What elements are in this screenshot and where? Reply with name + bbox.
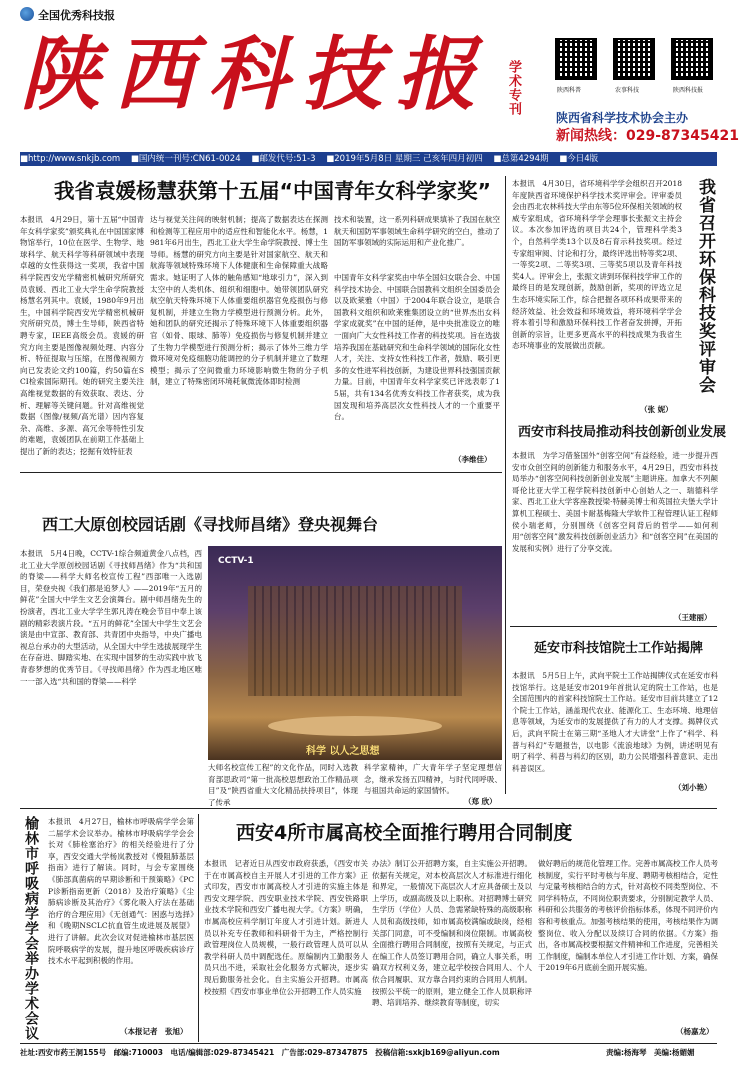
article4-byline: （郑 欣） [464,797,497,806]
article1-byline: （李维佳） [454,455,492,464]
article4-col3: 科学家精神，广大青年学子坚定理想信念，继承发扬五四精神，与时代同呼吸、与祖国共命运的家国情怀。 [364,763,502,796]
cctv-logo: CCTV-1 [218,556,254,566]
qr-code[interactable] [671,38,713,80]
stage-photo [208,546,502,760]
qr-code-group [555,38,717,100]
masthead-tagline-row [20,6,140,24]
qr-label: 农事科技 [615,87,640,94]
info-cn: ■国内统一刊号:CN61-0024 [130,154,241,164]
article3-headline: 西安市科技局推动科技创新创业发展 [518,425,727,440]
footer-rule [20,1043,717,1044]
article4-col1: 本报讯 5月4日晚，CCTV-1综合频道黄金八点档，西北工业大学原创校园话剧《寻找师昌绪》作为“共和国的脊梁——科学大师名校宣传工程”西部唯一入选剧目，荣登央视《我们都是追梦人》——2019年“五月的鲜花”全国大中学生文艺会演舞台。剧中师昌绪先生的扮演者，西北工业大学学生郭凡涛在晚会节目中奉上该剧的精彩表演片段。“五月的鲜花”全国大中学生文艺会演是由中宣部、教育部、共青团中央指导，中央广播电视总台承办的大型活动，从全国大中学生选拔展现学生在存奋进、脚踏实地、在实现中国梦的生动实践中放飞青春梦想的优秀节目。《寻找师昌绪》作为西北地区唯一一部入选“共和国的脊梁——科学 [20,549,202,686]
article7-col3: 做好聘后的规范化管理工作。完善市属高校工作人员考核制度，实行平时考核与年度、聘期考核相结合，定性与定量考核相结合的方式，针对高校不同类型岗位、不同学科特点，不同岗位职责要求，分别制定教学人员、科研和公共服务的考核评价指标体系，体现不同评价内容和考核重点。加强考核结果的使用，考核结果作为调整岗位、收入分配以及续订合同的依据。《方案》指出，各市属高校要根据文件精神和工作进度，完善相关工作制度，编制本单位人才引进工作计划、方案，确保于2019年6月底前全面开展实施。 [538,859,718,973]
article1-col3b: 中国青年女科学家奖由中华全国妇女联合会、中国科学技术协会、中国联合国教科文组织全国委员会以及欧莱雅（中国）于2004年联合设立，是联合国教科文组织和欧莱雅集团设立的“世界杰出女科学家成就奖”在中国的延伸，是中央批准设立的唯一面向广大女性科技工作者的科技奖项。旨在选拔培养我国在基础研究和生命科学领域的国际化女性人才，关注、支持女性科技工作者，鼓励、吸引更多的女性进军科技创新，为建设世界科技强国贡献力量。目前，中国青年女科学家奖已评选表彰了15届，共有134名优秀女科技工作者获奖，成为我国发现和培养高层次女性科技人才的一个重要平台。 [334,273,500,422]
article7-col2: 办法》制订公开招聘方案，自主实施公开招聘。依据有关规定，对本校高层次人才标准进行细化和界定，一般情况下高层次人才应具备硕士及以上学历，或副高级及以上职称。对招聘博士研究生学历（学位）人员、急需紧缺特殊的高级职称人员和高级技师，如市属高校满编或缺岗，经相关部门同意，可不受编制和岗位限制。市属高校全面推行聘用合同制度，按照有关规定，与正式在编工作人员签订聘用合同，确立人事关系，明确双方权利义务，建立起学校按合同用人、个人依合同履职、双方靠合同约束的合同用人机制。按照公平统一的原则，建立健全工作人员职称评聘、培训培养、继续教育等制度，切实 [372,859,532,1008]
article7-col1: 本报讯 记者近日从西安市政府获悉，《西安市关于在市属高校自主开展人才引进的工作方案》正式印发，西安市市属高校人才引进的实施主体是西安文理学院、西安职业技术学院、西安铁路职业技术学院和西安广播电视大学。《方案》明确，市属高校应科学制订年度人才引进计划。新进人员以补充专任教师和科研骨干为主，严格控制行政管理岗位人员规模，一般行政管理人员可以从教学科研人员中调配选任。原编制内工勤服务人员只出不进，采取社会化服务方式解决，逐步实现后勤服务社会化。自主实施公开招聘。市属高校按照《西安市事业单位公开招聘工作人员实施 [204,859,368,996]
info-pages: ■今日4版 [559,154,599,164]
qr-code[interactable] [555,38,597,80]
globe-icon [20,7,34,21]
article6-text: 本报讯 4月27日，榆林市呼吸病学学会第二届学术会议举办。榆林市呼吸病学学会会长对《肺栓塞治疗》的相关经验进行了分享，西安交通大学杨岚教授对《慢阻肺基层指南》进行了解读。同时，与会专家围绕《肺部真菌病的早期诊断和干预策略》《PCP诊断指南更新（2018）及治疗策略》《尘肺病诊断及其治疗》《雾化吸入疗法在基础治疗的合理应用》《无创通气：困惑与选择》和《晚期NSCLC抗血管生成进展及展望》进行了讲解。此次会议对促进榆林市基层医院呼吸病学的发展，提升地区呼吸疾病诊疗技术水平起到积极的作用。 [48,817,194,966]
article5-headline: 延安市科技馆院士工作站揭牌 [534,641,704,656]
info-date: ■2019年5月8日 星期三 己亥年四月初四 [326,154,483,164]
article3-byline: （王建丽） [674,613,712,622]
masthead-title: 陕西科技报 [20,27,490,121]
article1-col2: 达与视觉关注间的映射机制；提高了数据表达在探测和检测等工程应用中的适应性和智能化水平。杨慧，1981年6月出生，西北工业大学生命学院教授、博士生导师。杨慧的研究方向主要是针对国家航空、航天和航海等领域特殊环境下人体健康和生命保障重大战略需求。她证明了人体的触角感知“地球引力”，深入到太空中的人类机体、组织和细胞中。她带领团队研究航空航天特殊环境下人体重要组织器官免疫损伤与修复机制，并建立生物力学模型进行预测分析。此外，她和团队的研究还揭示了特殊环境下人体重要组织器官（如骨、眼球、肺等）免疫损伤与修复机制并建立了生物力学模型进行预测分析；揭示了体外三维力学微环境对免疫细胞功能调控的分子机制并建立了数理模型；揭示了空间微重力环境影响微生物的分子机制，建立了特殊密闭环境耗氧微流体即时检测 [150,215,328,387]
article7-headline: 西安4所市属高校全面推行聘用合同制度 [236,822,573,844]
footer-editors: 责编:杨海琴 美编:杨媚媚 [606,1048,695,1057]
qr-label: 陕西科技报 [673,87,704,94]
article2-vertical-title: 我省召开环保科技奖评审会 [695,178,715,394]
article1-col1: 本报讯 4月29日，第十五届“中国青年女科学家奖”颁奖典礼在中国国家博物馆举行，10位在医学、生物学、地球科学、航天科学等科研领域中表现卓越的女性获得这一奖项，我省中国科学院西安光学精密机械研究所研究员袁媛、西北工业大学生命学院教授杨慧名列其中。袁媛，1980年9月出生，中国科学院西安光学精密机械研究所研究员，博士生导师，陕西省特聘专家，IEEE高级会员。袁媛的研究方向主要是图像视频处理、内容分析、特征提取与压缩，在图像视频方向已发表论文约100篇，约50篇在SCI检索国际期刊。她的研究主要关注高维视觉数据的有效获取、表达、分析、理解等关键问题。针对高维视觉数据（图像/视频/高光谱）因内容复杂、高维、多源、高冗余等特性引发的难题，袁媛团队在前期工作基础上提出了新的表达；挖掘有效特征表 [20,215,144,456]
column-rule [505,176,506,794]
article3-text: 本报讯 为学习借鉴国外“创客空间”有益经验，进一步提升西安市众创空间的创新能力和服务水平，4月29日，西安市科技局举办“创客空间科技创新创业发展”主题讲座。加拿大不列颠哥伦比亚大学工程学院科技创新中心创始人之一、瑞德科学家、西北工业大学客座教授梁·特赫美博士和英国拉夫堡大学计算机工程硕士、美国卡耐基梅隆大学软件工程管理认证工程师侯小瑞老师，分别围绕《创客空间背后的哲学——如何利用“创客空间”激发科技创新创业活力》和“创客空间”在美国的发展和实例》进行了分享交流。 [512,451,718,553]
footer-address: 社址:西安市药王洞155号 邮编:710003 电话/编辑部:029-87345421 广告部:029-87347875 投稿信箱:sxkjb169@aliyun.com [20,1048,500,1057]
article5-byline: （刘小艳） [674,783,712,792]
info-bar [20,152,717,166]
masthead-edition: 学术专刊 [506,60,521,116]
section-rule [20,472,502,473]
article2-byline: （张 妮） [640,405,673,414]
article4-col2: 大师名校宣传工程”的文化作品，同时入选教育部思政司“第一批高校思想政治工作精品项目”及“陕西省重大文化精品扶持项目”，体现了传承 [208,763,358,807]
qr-label: 陕西科普 [557,87,582,94]
masthead-tagline: 全国优秀科技报 [38,9,115,22]
stage-bookshelf [248,586,462,696]
info-postal: ■邮发代号:51-3 [251,154,316,164]
section-rule [510,626,717,627]
qr-code[interactable] [613,38,655,80]
info-website[interactable]: ■http://www.snkjb.com [20,154,121,164]
article6-byline: （本报记者 张旭） [120,1027,188,1036]
section-rule [20,808,717,809]
article5-text: 本报讯 5月5日上午，武向平院士工作站揭牌仪式在延安市科技馆举行。这是延安市2019年首批认定的院士工作站，也是全国范围内的首家科技馆院士工作站。延安市目前共建立了12个院士工作站，涵盖现代农业、能源化工、生态环境、地理信息等领域，为延安市的发展提供了有力的人才支撑。揭牌仪式后，武向平院士在第三期“圣地人才大讲堂”上作了“科学、科普与科幻”专题报告，以电影《流浪地球》为例，讲述明见有明了科学、科普与科幻的区别，助力公民增强科普意识、走出科普误区。 [512,671,718,773]
masthead-hotline: 新闻热线：029-87345421 [556,128,739,144]
article1-headline: 我省袁媛杨慧获第十五届“中国青年女科学家奖” [54,179,491,203]
masthead-sponsor: 陕西省科学技术协会主办 [556,111,689,125]
article6-vertical-title: 榆林市呼吸病学学会举办学术会议 [23,816,39,1041]
article2-text: 本报讯 4月30日，省环境科学学会组织召开2018年度陕西省环境保护科学技术奖评审会。评审委员会由西北农林科技大学由东等5位环保相关领域的权威专家组成，省环境科学学会理事长张振文主持会议。本次参加评选的项目共24个，管理科学类3个，自然科学类13个以及8石育示科技奖项。经过专家组审阅、讨论和打分，最终评选出特等奖2项、一等奖2项、二等奖3项、三等奖5项以及青年科技奖4人。评审会上，张振文讲到环保科技学审工作的最终目的是发现创新，鼓励创新，奖项的评选立足生态环境实际工作，综合把握各项环科成果带来的经济效益、社会效益和环境效益，将环境科学学会将本着引导和激励环保科技工作者奋发拼搏，开拓创新的宗旨，让更多更高水平的科技成果为我省生态环境事业的发展做出贡献。 [512,179,682,351]
photo-caption: 科学 以人之思想 [306,746,380,757]
article4-headline: 西工大原创校园话剧《寻找师昌绪》登央视舞台 [42,515,379,534]
stage-floor [268,716,442,736]
article7-byline: （杨嘉龙） [676,1027,714,1036]
article1-col3a: 技术和装置，这一系列科研成果填补了我国在航空航天和国防军事领域生命科学研究的空白，推动了国防军事领域的实际运用和产业化推广。 [334,215,500,248]
info-issue: ■总第4294期 [493,154,549,164]
column-rule [198,814,199,1042]
